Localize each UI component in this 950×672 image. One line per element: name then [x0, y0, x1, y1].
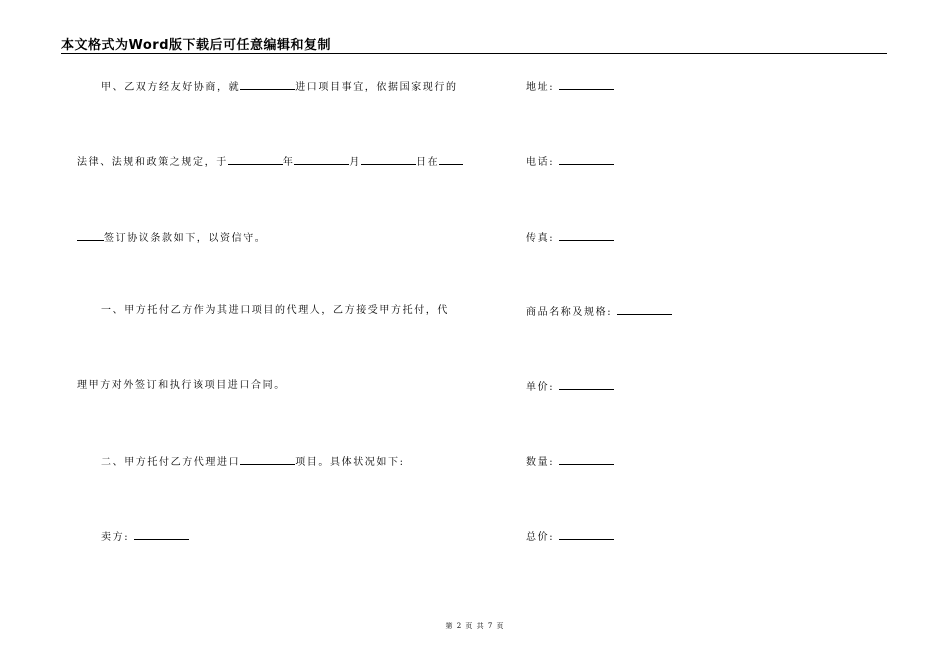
fax-field: [526, 230, 614, 246]
day-blank: [361, 154, 416, 165]
p1-line3-text: 签订协议条款如下，以资信守。: [104, 233, 267, 244]
p3-line1-text-b: 项目。具体状况如下:: [295, 457, 405, 468]
p1-line1-text-b: 进口项目事宜，依据国家现行的: [295, 82, 458, 93]
quantity-label: 数量:: [526, 457, 555, 468]
phone-label: 电话:: [526, 157, 555, 168]
quantity-blank: [559, 454, 614, 465]
import-project-blank: [240, 454, 295, 465]
quantity-field: [526, 454, 614, 470]
paragraph-2-line-1: 一、甲方托付乙方作为其进口项目的代理人，乙方接受甲方托付，代: [101, 305, 449, 316]
unit-price-label: 单价:: [526, 382, 555, 393]
header-divider: [61, 53, 887, 54]
year-label: 年: [282, 157, 295, 168]
total-price-label: 总价:: [526, 532, 555, 543]
product-blank: [617, 304, 672, 315]
month-blank: [294, 154, 349, 165]
fax-label: 传真:: [526, 233, 555, 244]
paragraph-3-line-1: [101, 454, 405, 470]
address-label: 地址:: [526, 82, 555, 93]
phone-field: [526, 154, 614, 170]
total-price-blank: [559, 529, 614, 540]
address-field: [526, 79, 614, 95]
seller-label: 卖方:: [101, 532, 130, 543]
p1-line2-text-a: 法律、法规和政策之规定，于: [77, 157, 228, 168]
product-label: 商品名称及规格:: [526, 307, 613, 318]
project-name-blank: [240, 79, 295, 90]
fax-blank: [559, 230, 614, 241]
day-label: 日在: [416, 157, 440, 168]
paragraph-2-line-2: 理甲方对外签订和执行该项目进口合同。: [77, 380, 286, 391]
location-blank-start: [439, 154, 463, 165]
address-blank: [559, 79, 614, 90]
total-price-field: [526, 529, 614, 545]
p1-line1-text-a: 甲、乙双方经友好协商，就: [101, 82, 241, 93]
paragraph-1-line-2: [77, 154, 463, 170]
location-blank-end: [77, 230, 104, 241]
unit-price-blank: [559, 379, 614, 390]
year-blank: [228, 154, 283, 165]
document-header-title: 本文格式为Word版下载后可任意编辑和复制: [61, 38, 332, 53]
p3-line1-text-a: 二、甲方托付乙方代理进口: [101, 457, 241, 468]
seller-blank: [134, 529, 189, 540]
page-number-footer: 第 2 页 共 7 页: [445, 622, 505, 630]
phone-blank: [559, 154, 614, 165]
unit-price-field: [526, 379, 614, 395]
paragraph-1-line-1: [101, 79, 458, 95]
paragraph-1-line-3: [77, 230, 266, 246]
seller-field: [101, 529, 189, 545]
product-field: [526, 304, 672, 320]
month-label: 月: [349, 157, 362, 168]
